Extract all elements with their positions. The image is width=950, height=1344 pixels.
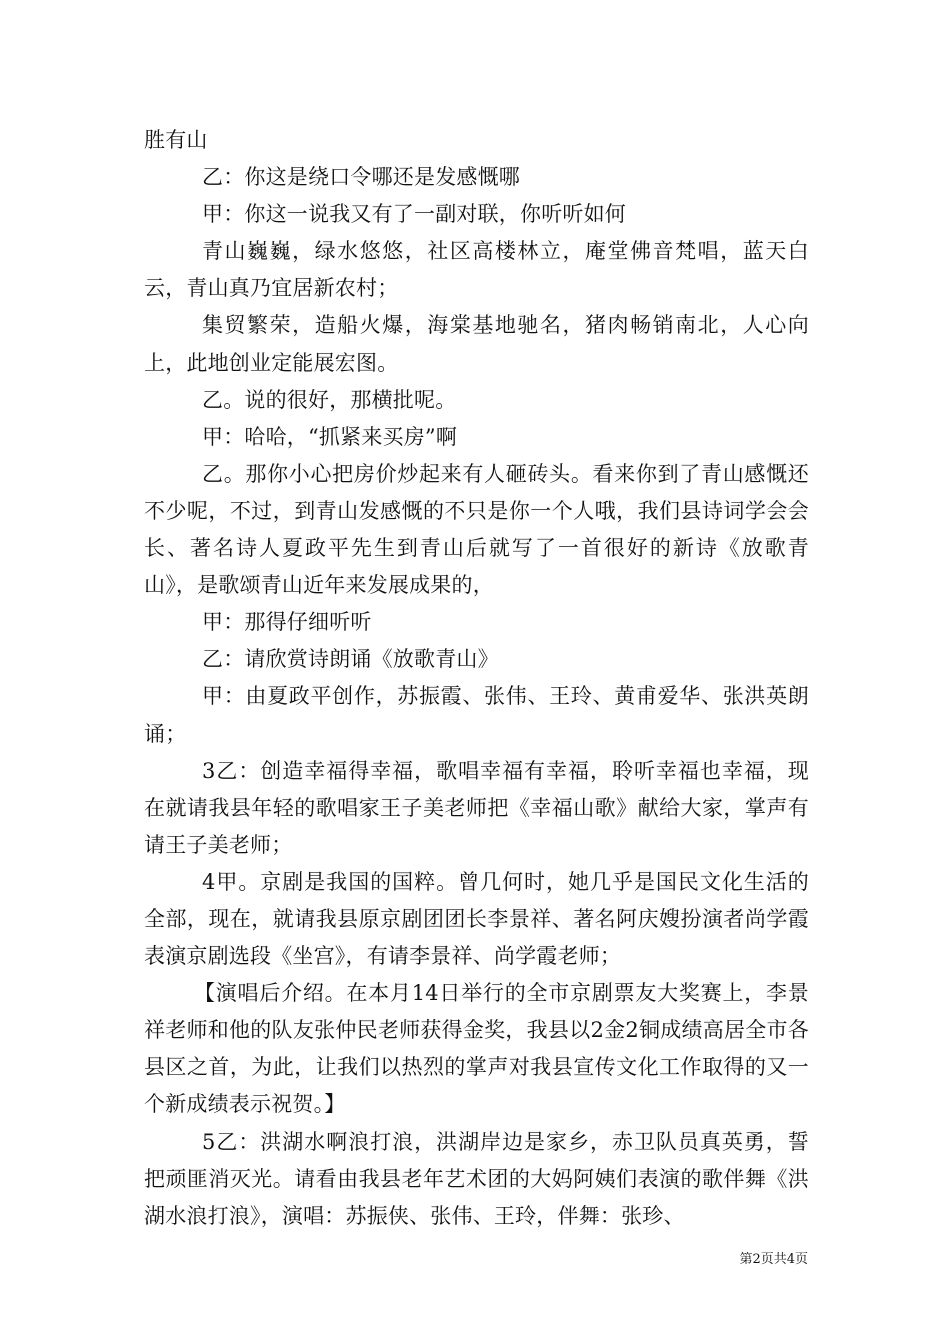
dialogue-line: 甲：哈哈，“抓紧来买房”啊 (202, 424, 458, 449)
dialogue-line: 乙：你这是绕口令哪还是发感慨哪 (202, 165, 520, 190)
program-item: 3乙：创造幸福得幸福，歌唱幸福有幸福，聆听幸福也幸福，现在就请我县年轻的歌唱家王子美老师把《幸福山歌》献给大家，掌声有请王子美老师； (144, 758, 809, 857)
couplet-line: 集贸繁荣，造船火爆，海棠基地驰名，猪肉畅销南北，人心向上，此地创业定能展宏图。 (144, 313, 809, 375)
dialogue-line: 甲：由夏政平创作，苏振霞、张伟、王玲、黄甫爱华、张洪英朗诵； (144, 684, 809, 746)
dialogue-line: 乙：请欣赏诗朗诵《放歌青山》 (202, 647, 499, 672)
program-item: 5乙：洪湖水啊浪打浪，洪湖岸边是家乡，赤卫队员真英勇，誓把顽匪消灭光。请看由我县老年艺术团的大妈阿姨们表演的歌伴舞《洪湖水浪打浪》，演唱：苏振侠、张伟、王玲，伴舞：张珍、 (144, 1129, 809, 1228)
performance-note: 【演唱后介绍。在本月14日举行的全市京剧票友大奖赛上，李景祥老师和他的队友张仲民老师获得金奖，我县以2金2铜成绩高居全市各县区之首，为此，让我们以热烈的掌声对我县宣传文化工作取得的又一个新成绩表示祝贺。】 (144, 981, 809, 1117)
couplet-line: 青山巍巍，绿水悠悠，社区高楼林立，庵堂佛音梵唱，蓝天白云，青山真乃宜居新农村； (144, 239, 809, 301)
dialogue-line: 甲：那得仔细听听 (202, 610, 372, 635)
dialogue-line: 乙。说的很好，那横批呢。 (202, 387, 457, 412)
program-item: 4甲。京剧是我国的国粹。曾几何时，她几乎是国民文化生活的全部，现在，就请我县原京剧团团长李景祥、著名阿庆嫂扮演者尚学霞表演京剧选段《坐宫》，有请李景祥、尚学霞老师； (144, 869, 809, 969)
page-number: 第2页共4页 (739, 1252, 808, 1267)
paragraph-continuation: 胜有山 (144, 128, 208, 152)
dialogue-line: 甲：你这一说我又有了一副对联，你听听如何 (202, 202, 626, 227)
dialogue-line: 乙。那你小心把房价炒起来有人砸砖头。看来你到了青山感慨还不少呢，不过，到青山发感慨的不只是你一个人哦，我们县诗词学会会长、著名诗人夏政平先生到青山后就写了一首很好的新诗《放歌青山》，是歌颂青山近年来发展成果的， (144, 461, 809, 598)
document-body (144, 122, 809, 1235)
